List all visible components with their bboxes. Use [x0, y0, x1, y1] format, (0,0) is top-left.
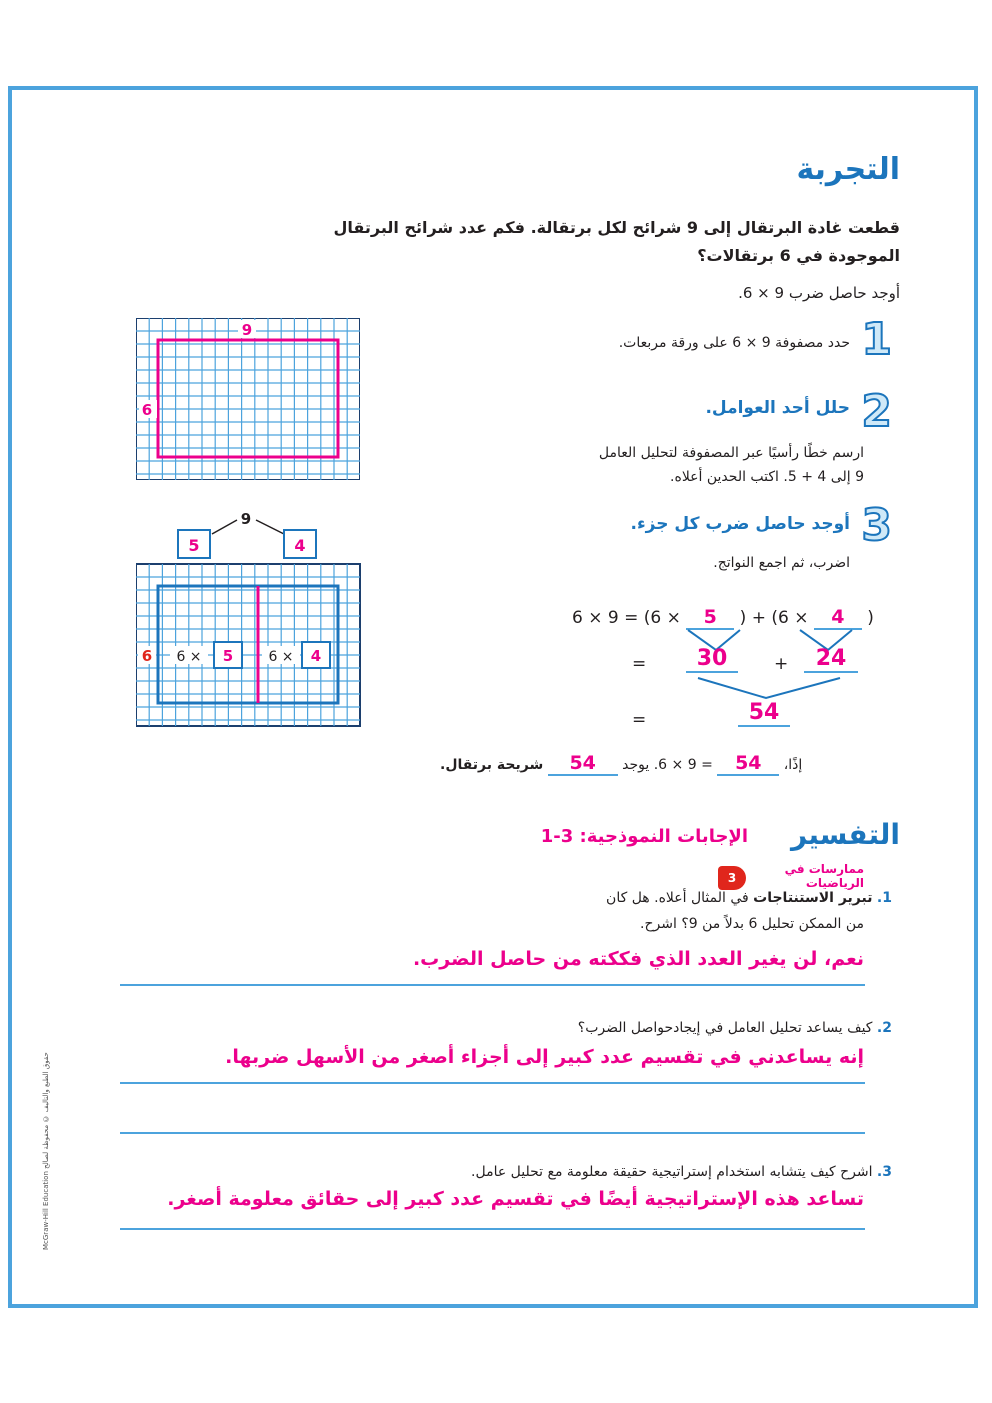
conclusion-blank-1: 54 — [717, 752, 779, 776]
step-2-heading: حلل أحد العوامل. — [705, 398, 850, 418]
question-1-number: 1. — [876, 890, 892, 906]
step-1-text: حدد مصفوفة 9 × 6 على ورقة مربعات. — [618, 335, 850, 351]
equation-end: ) — [867, 608, 874, 628]
step-2-text-line1: ارسم خطًا رأسيًا عبر المصفوفة لتحليل العامل — [598, 445, 864, 461]
math-practices-line1: ممارسات في — [784, 862, 864, 876]
grid-1-top-label: 9 — [241, 321, 253, 339]
part-a-value: 5 — [222, 647, 234, 665]
answer-3-line — [120, 1228, 865, 1230]
conclusion-expr: = 9 × 6. يوجد — [622, 757, 713, 773]
decomp-top-number: 9 — [240, 510, 252, 528]
grid-1-side-label: 6 — [141, 401, 153, 419]
problem-text: قطعت غادة البرتقال إلى 9 شرائح لكل برتقالة. فكم عدد شرائح البرتقال الموجودة في 6 برتقالات؟ — [333, 218, 900, 265]
arrow-sum — [698, 678, 840, 698]
partial-product-1: 30 — [686, 646, 738, 673]
explain-title: التفسير — [790, 818, 900, 851]
equation-row-1 — [572, 606, 874, 630]
answer-2: إنه يساعدني في تقسيم عدد كبير إلى أجزاء أصغر من الأسهل ضربها. — [225, 1046, 864, 1068]
equation-blank-b: 4 — [814, 606, 862, 630]
question-1-text1: في المثال أعلاه. هل كان — [606, 890, 749, 906]
step-2-number: 2 — [861, 386, 892, 437]
decomp-right-value: 4 — [294, 536, 306, 555]
math-practice-badge: 3 — [718, 866, 746, 890]
equation-equals-2: = — [632, 710, 647, 730]
math-practices-line2: الرياضيات — [805, 876, 864, 890]
equation-blank-a: 5 — [686, 606, 734, 630]
step-1-number: 1 — [861, 314, 892, 365]
question-1-text2: من الممكن تحليل 6 بدلاً من 9؟ اشرح. — [640, 916, 864, 932]
equation-lhs: 6 × 9 = (6 × — [572, 608, 681, 628]
conclusion-prefix: إذًا، — [783, 757, 803, 773]
step-3-text: اضرب، ثم اجمع النواتج. — [713, 555, 850, 571]
part-b-label: 6 × — [268, 649, 294, 665]
equation-plus: + — [774, 654, 789, 674]
equation-equals-1: = — [632, 654, 647, 674]
question-2-line — [578, 1016, 892, 1040]
question-3-text: اشرح كيف يتشابه استخدام إستراتيجية حقيقة معلومة مع تحليل عامل. — [471, 1164, 873, 1180]
answer-3: تساعد هذه الإستراتيجية أيضًا في تقسيم عدد كبير إلى حقائق معلومة أصغر. — [167, 1188, 864, 1210]
question-3-number: 3. — [876, 1164, 892, 1180]
decomp-left-branch — [212, 520, 237, 534]
equation-sum: 54 — [738, 700, 790, 727]
equation-mid: ) + (6 × — [739, 608, 809, 628]
section-title: التجربة — [796, 152, 900, 187]
part-b-value: 4 — [310, 647, 322, 665]
grid-9x6 — [136, 318, 360, 480]
answer-1: نعم، لن يغير العدد الذي فككته من حاصل الضرب. — [412, 948, 864, 970]
step-2-text-line2: 9 إلى 4 + 5. اكتب الحدين أعلاه. — [670, 469, 864, 485]
answer-2-line-2 — [120, 1132, 865, 1134]
grid-decomposed — [136, 506, 362, 728]
step-3-heading: أوجد حاصل ضرب كل جزء. — [630, 514, 850, 534]
find-instruction: أوجد حاصل ضرب 9 × 6. — [738, 284, 900, 302]
part-a-label: 6 × — [176, 649, 202, 665]
conclusion-line — [440, 752, 802, 776]
copyright-sidebar: McGraw-Hill Education حقوق الطبع والتأليف © محفوظة لصالح — [42, 1052, 50, 1250]
question-3-line — [471, 1160, 892, 1184]
step-3-number: 3 — [861, 500, 892, 551]
question-2-text: كيف يساعد تحليل العامل في إيجادحواصل الضرب؟ — [577, 1020, 873, 1036]
question-1-bold: تبرير الاستنتاجات — [753, 890, 873, 906]
partial-product-2: 24 — [804, 646, 858, 673]
answer-2-line-1 — [120, 1082, 865, 1084]
explain-subtitle: الإجابات النموذجية: 3-1 — [540, 826, 748, 847]
decomp-right-branch — [256, 520, 284, 534]
decomp-left-value: 5 — [188, 536, 200, 555]
question-2-number: 2. — [876, 1020, 892, 1036]
grid-2-side-label: 6 — [141, 647, 153, 665]
answer-1-line — [120, 984, 865, 986]
equation-arrows-2 — [690, 676, 870, 702]
conclusion-blank-2: 54 — [548, 752, 618, 776]
question-1-line1 — [606, 886, 892, 910]
conclusion-suffix: شريحة برتقال. — [440, 757, 544, 773]
